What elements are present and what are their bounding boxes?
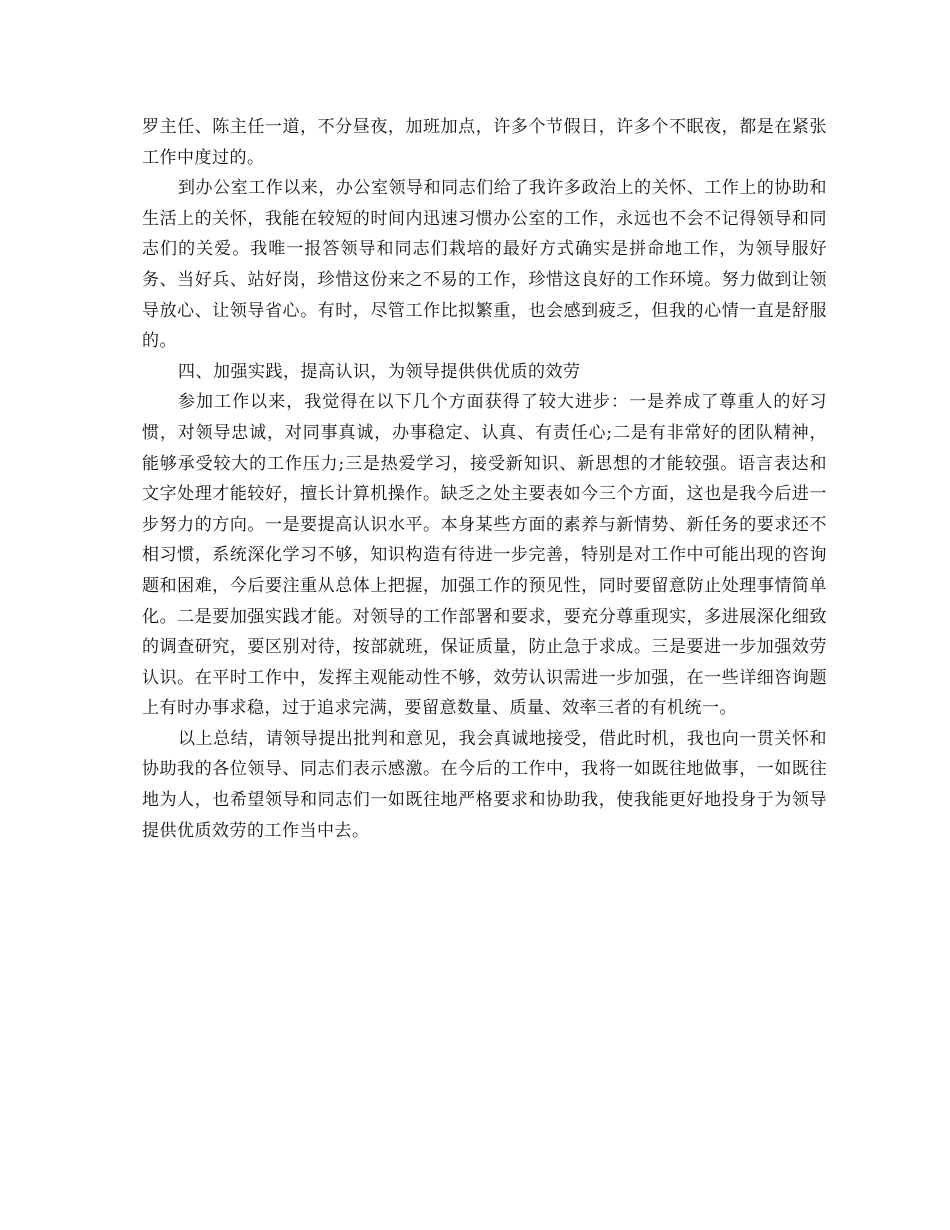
section-heading: 四、加强实践，提高认识，为领导提供供优质的效劳: [178, 361, 581, 382]
paragraph-office-gratitude: 到办公室工作以来，办公室领导和同志们给了我许多政治上的关怀、工作上的协助和生活上的关怀，我能在较短的时间内迅速习惯办公室的工作，永远也不会不记得领导和同志们的关爱。我唯一报答领导和同志们栽培的最好方式确实是拼命地工作，为领导服好务、当好兵、站好岗，珍惜这份来之不易的工作，珍惜这良好的工作环境。努力做到让领导放心、让领导省心。有时，尽管工作比拟繁重，也会感到疲乏，但我的心情一直是舒服的。: [142, 178, 827, 352]
paragraph-continuation: 罗主任、陈主任一道，不分昼夜，加班加点，许多个节假日，许多个不眠夜，都是在紧张工作中度过的。: [142, 117, 827, 168]
paragraph-conclusion: 以上总结，请领导提出批判和意见，我会真诚地接受，借此时机，我也向一贯关怀和协助我的各位领导、同志们表示感激。在今后的工作中，我将一如既往地做事，一如既往地为人，也希望领导和同志们一如既往地严格要求和协助我，使我能更好地投身于为领导提供优质效劳的工作当中去。: [142, 728, 827, 841]
paragraph-progress-and-shortcomings: 参加工作以来，我觉得在以下几个方面获得了较大进步：一是养成了尊重人的好习惯，对领导忠诚，对同事真诚，办事稳定、认真、有责任心;二是有非常好的团队精神，能够承受较大的工作压力;三是热爱学习，接受新知识、新思想的才能较强。语言表达和文字处理才能较好，擅长计算机操作。缺乏之处主要表如今三个方面，这也是我今后进一步努力的方向。一是要提高认识水平。本身某些方面的素养与新情势、新任务的要求还不相习惯，系统深化学习不够，知识构造有待进一步完善，特别是对工作中可能出现的咨询题和困难，今后要注重从总体上把握，加强工作的预见性，同时要留意防止处理事情简单化。二是要加强实践才能。对领导的工作部署和要求，要充分尊重现实，多进展深化细致的调查研究，要区别对待，按部就班，保证质量，防止急于求成。三是要进一步加强效劳认识。在平时工作中，发挥主观能动性不够，效劳认识需进一步加强，在一些详细咨询题上有时办事求稳，过于追求完满，要留意数量、质量、效率三者的有机统一。: [142, 392, 827, 719]
document-body: [142, 112, 827, 846]
